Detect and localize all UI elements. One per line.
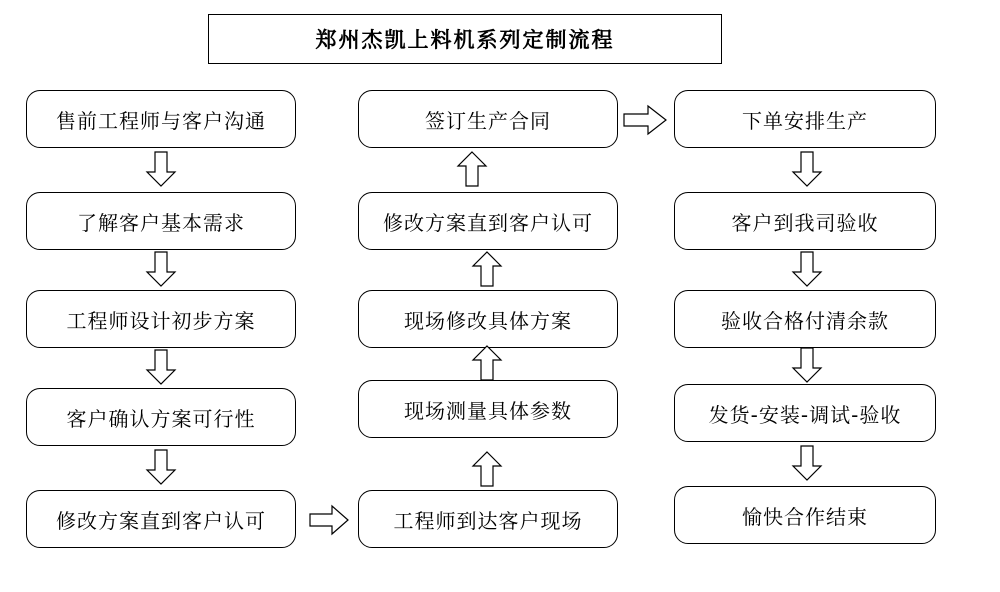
arrow-right-col1-to-col2 <box>310 504 344 538</box>
node-label: 修改方案直到客户认可 <box>56 508 266 533</box>
node-col3-1[interactable] <box>674 90 936 148</box>
node-label: 工程师设计初步方案 <box>66 308 256 333</box>
node-label: 客户到我司验收 <box>731 210 879 235</box>
arrow-down-col1-3 <box>144 350 178 384</box>
node-label: 签订生产合同 <box>425 108 551 133</box>
arrow-up-col2-4 <box>470 452 504 486</box>
node-label: 了解客户基本需求 <box>77 210 245 235</box>
diagram-title: 郑州杰凯上料机系列定制流程 <box>315 28 615 52</box>
arrow-down-col3-4 <box>790 446 824 480</box>
node-label: 客户确认方案可行性 <box>66 406 256 431</box>
node-col3-5[interactable] <box>674 486 936 544</box>
node-col2-4[interactable] <box>358 380 618 438</box>
node-col3-3[interactable] <box>674 290 936 348</box>
arrow-down-col1-2 <box>144 252 178 286</box>
node-col3-2[interactable] <box>674 192 936 250</box>
node-label: 修改方案直到客户认可 <box>383 210 593 235</box>
node-col1-2[interactable] <box>26 192 296 250</box>
arrow-down-col1-4 <box>144 450 178 484</box>
arrow-up-col2-2 <box>470 252 504 286</box>
arrow-down-col3-1 <box>790 152 824 186</box>
node-col1-5[interactable] <box>26 490 296 548</box>
node-label: 现场测量具体参数 <box>404 398 572 423</box>
diagram-title-box <box>208 14 722 64</box>
arrow-down-col3-2 <box>790 252 824 286</box>
node-label: 现场修改具体方案 <box>404 308 572 333</box>
node-col1-1[interactable] <box>26 90 296 148</box>
node-col1-3[interactable] <box>26 290 296 348</box>
arrow-up-col2-3 <box>470 346 504 380</box>
node-col2-5[interactable] <box>358 490 618 548</box>
node-col2-1[interactable] <box>358 90 618 148</box>
node-label: 验收合格付清余款 <box>721 308 889 333</box>
node-label: 下单安排生产 <box>742 108 868 133</box>
arrow-right-col2-to-col3 <box>624 104 658 138</box>
node-label: 愉快合作结束 <box>742 504 868 529</box>
node-col3-4[interactable] <box>674 384 936 442</box>
node-label: 售前工程师与客户沟通 <box>56 108 266 133</box>
arrow-down-col3-3 <box>790 348 824 382</box>
arrow-up-col2-1 <box>455 152 489 186</box>
node-col1-4[interactable] <box>26 388 296 446</box>
node-col2-2[interactable] <box>358 192 618 250</box>
node-label: 发货-安装-调试-验收 <box>708 402 902 427</box>
arrow-down-col1-1 <box>144 152 178 186</box>
node-col2-3[interactable] <box>358 290 618 348</box>
node-label: 工程师到达客户现场 <box>393 508 583 533</box>
